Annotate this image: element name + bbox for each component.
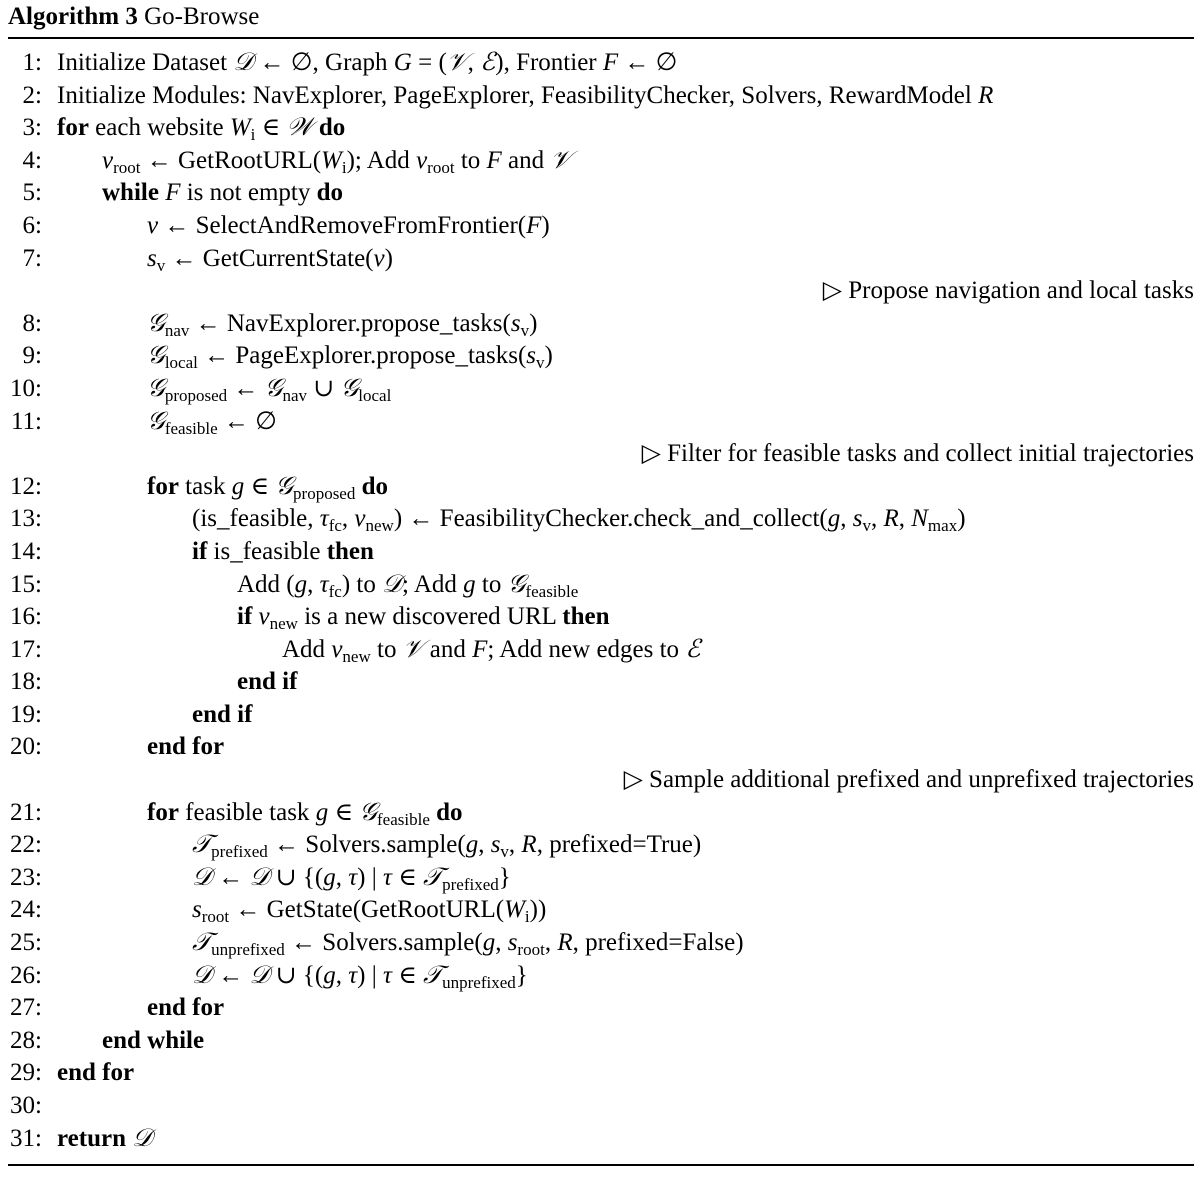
line-code: Initialize Dataset 𝒟 ← ∅, Graph G = (𝒱, ℰ), Frontier F ← ∅ <box>57 49 678 76</box>
line-code: 𝒟 ← 𝒟 ∪ {(g, τ) | τ ∈ 𝒯$_{prefixed}$} <box>192 863 511 894</box>
line-code: if $v_{new}$ is a new discovered URL then <box>237 603 610 634</box>
line-number: 27: <box>10 994 42 1022</box>
algorithm-line <box>0 797 1199 830</box>
line-number: 23: <box>10 863 42 891</box>
algorithm-line <box>0 80 1199 113</box>
line-code: end for <box>147 733 225 761</box>
line-number: 8: <box>22 309 42 337</box>
line-number: 17: <box>10 635 42 663</box>
algorithm-line <box>0 536 1199 569</box>
line-code: Initialize Modules: NavExplorer, PageExplorer, FeasibilityChecker, Solvers, RewardModel R <box>57 81 994 109</box>
comment-text: ▷ Sample additional prefixed and unprefixed trajectories <box>623 766 1194 794</box>
algorithm-line <box>0 666 1199 699</box>
line-number: 15: <box>10 570 42 598</box>
line-number: 16: <box>10 603 42 631</box>
algorithm-name: Go-Browse <box>144 3 260 30</box>
algorithm-line <box>0 243 1199 276</box>
line-code: 𝒯$_{unprefixed}$ ← Solvers.sample(g, $s_{root}$, R, prefixed=False) <box>192 929 744 960</box>
line-code: end while <box>102 1026 205 1054</box>
algorithm-line <box>0 1057 1199 1090</box>
algorithm-line <box>0 373 1199 406</box>
line-code: $s_{root}$ ← $GetState(GetRootURL(W_i))$ <box>192 896 547 927</box>
line-number: 1: <box>22 49 42 76</box>
line-code: 𝒟 ← 𝒟 ∪ {(g, τ) | τ ∈ 𝒯$_{unprefixed}$} <box>192 961 528 992</box>
line-number: 5: <box>22 179 42 207</box>
algorithm-line <box>0 210 1199 243</box>
algorithm-line <box>0 308 1199 341</box>
line-code: 𝒢$_{proposed}$ ← 𝒢$_{nav}$ ∪ 𝒢$_{local}$ <box>147 374 392 405</box>
line-number: 12: <box>10 472 42 500</box>
algorithm-line <box>0 1090 1199 1123</box>
algorithm-line <box>0 177 1199 210</box>
line-number: 20: <box>10 733 42 761</box>
algorithm-line <box>0 1025 1199 1058</box>
algorithm-line <box>0 47 1199 80</box>
algorithm-line <box>0 699 1199 732</box>
algorithm-line <box>0 894 1199 927</box>
line-code: end if <box>237 668 298 696</box>
algorithm-line <box>0 406 1199 439</box>
algorithm-line <box>0 992 1199 1025</box>
line-code: for feasible task g ∈ 𝒢$_{feasible}$ do <box>147 798 463 829</box>
line-code: end for <box>147 994 225 1022</box>
algorithm-line <box>0 634 1199 667</box>
line-number: 14: <box>10 537 42 565</box>
algorithm-line <box>0 112 1199 145</box>
line-number: 11: <box>10 407 42 435</box>
line-code: end if <box>192 700 253 728</box>
line-code: Add $v_{new}$ to 𝒱 and F; Add new edges to ℰ <box>282 635 701 666</box>
line-code: 𝒢$_{feasible}$ ← ∅ <box>147 407 277 438</box>
line-code: 𝒯$_{prefixed}$ ← Solvers.sample(g, $s_v$, R, prefixed=True) <box>192 831 702 862</box>
line-code: end for <box>57 1059 135 1087</box>
algorithm-line <box>0 960 1199 993</box>
line-number: 9: <box>22 342 42 370</box>
line-number: 24: <box>10 896 42 924</box>
line-number: 26: <box>10 961 42 989</box>
line-number: 2: <box>22 81 42 109</box>
bottom-rule <box>8 1164 1194 1166</box>
line-code: for each website $W_i$ ∈ 𝒲 do <box>57 114 346 145</box>
algorithm-line <box>0 601 1199 634</box>
line-number: 7: <box>22 244 42 272</box>
line-number: 25: <box>10 929 42 957</box>
line-code: v ← SelectAndRemoveFromFrontier(F) <box>147 211 550 239</box>
line-number: 28: <box>10 1026 42 1054</box>
line-code: $v_{root}$ ← $GetRootURL(W_i)$; Add $v_{root}$ to F and 𝒱 <box>102 146 572 177</box>
line-code: if is_feasible then <box>192 537 374 565</box>
line-number: 30: <box>10 1092 42 1119</box>
line-number: 3: <box>22 114 42 142</box>
line-code: for task g ∈ 𝒢$_{proposed}$ do <box>147 472 389 503</box>
line-code: $s_v$ ← GetCurrentState(v) <box>147 244 393 275</box>
line-number: 22: <box>10 831 42 859</box>
line-number: 10: <box>10 374 42 402</box>
line-number: 4: <box>22 146 42 174</box>
algorithm-comment <box>0 764 1199 797</box>
top-rule <box>8 37 1194 39</box>
line-number: 13: <box>10 505 42 533</box>
algorithm-title <box>8 0 259 34</box>
algorithm-label: Algorithm 3 <box>8 3 138 30</box>
line-number: 29: <box>10 1059 42 1087</box>
algorithm-line <box>0 569 1199 602</box>
algorithm-line <box>0 829 1199 862</box>
algorithm-line <box>0 1123 1199 1156</box>
line-code: 𝒢$_{local}$ ← $PageExplorer.propose\_tasks(s_v)$ <box>147 342 553 373</box>
line-number: 18: <box>10 668 42 696</box>
algorithm-body <box>0 47 1199 1155</box>
algorithm-line <box>0 862 1199 895</box>
algorithm-comment <box>0 275 1199 308</box>
comment-text: ▷ Filter for feasible tasks and collect initial trajectories <box>641 440 1194 468</box>
line-code: (is_feasible, $\tau_{fc}$, $v_{new}$) ← FeasibilityChecker.check_and_collect(g, $s_v$, R, $N_{max}$) <box>192 505 966 536</box>
line-number: 21: <box>10 798 42 826</box>
line-number: 6: <box>22 211 42 239</box>
algorithm-line <box>0 145 1199 178</box>
algorithm-line <box>0 471 1199 504</box>
comment-text: ▷ Propose navigation and local tasks <box>822 277 1194 305</box>
algorithm-line <box>0 340 1199 373</box>
algorithm-line <box>0 731 1199 764</box>
line-code: 𝒢$_{nav}$ ← $NavExplorer.propose\_tasks(s_v)$ <box>147 309 538 340</box>
algorithm-comment <box>0 438 1199 471</box>
line-code: return 𝒟 <box>57 1124 153 1152</box>
line-number: 19: <box>10 700 42 728</box>
line-number: 31: <box>10 1124 42 1152</box>
algorithm-line <box>0 927 1199 960</box>
line-code: while F is not empty do <box>102 179 343 207</box>
line-code: Add (g, $\tau_{fc}$) to 𝒟; Add g to 𝒢$_{feasible}$ <box>237 570 579 601</box>
algorithm-line <box>0 503 1199 536</box>
